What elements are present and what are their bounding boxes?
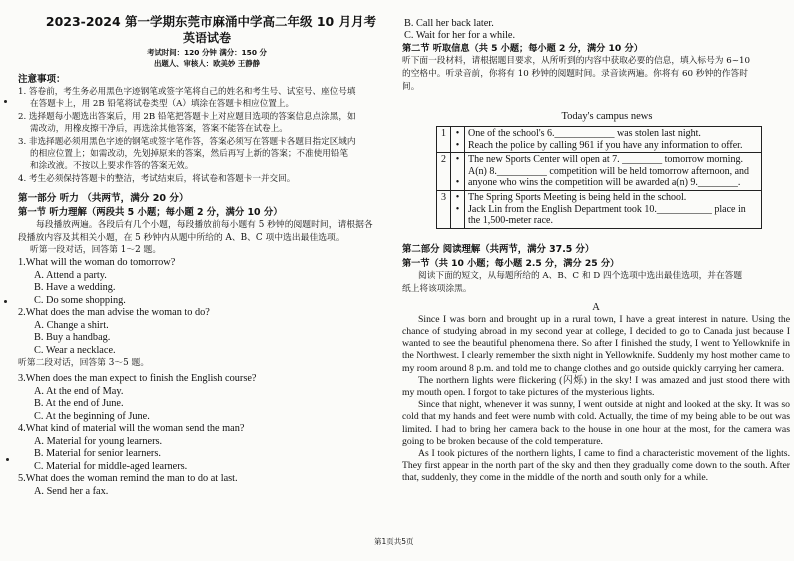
note-item-3: 3. 非选择题必须用黑色字迹的钢笔或签字笔作答，答案必须写在答题卡各题目指定区域内 (18, 136, 356, 147)
question-2-option-b: B. Buy a handbag. (34, 332, 111, 344)
note-item-4: 4. 考生必须保持答题卡的整洁，考试结束后，将试卷和答题卡一并交回。 (18, 173, 296, 184)
news-line: A(n) 8.__________ competition will be held tomorrow afternoon, and anyone who wins the competition will be awarded a(n) 9.________. (468, 165, 750, 189)
listen-prompt-2: 听第二段对话，回答第 3～5 题。 (18, 358, 150, 369)
question-2-option-c: C. Wear a necklace. (34, 344, 116, 356)
passage-paragraph-4: As I took pictures of the northern lights, I came to find a characteristic movement of the lights. They first appear in the north part of the sky and then they gradually come down to the south. After that, suddenly, they come in the middle of the north and south only for a while. (402, 447, 790, 484)
part1-instruction-2: 段播放内容及其相关小题，在 5 秒钟内从题中所给的 A、B、C 项中选出最佳选项。 (18, 232, 345, 243)
news-line: One of the school's 6.____________ was stolen last night. (468, 128, 701, 139)
news-row-content (465, 153, 762, 191)
subject-title: 英语试卷 (182, 31, 231, 45)
part1-section2-title: 第二节 听取信息（共 5 小题；每小题 2 分，满分 10 分） (402, 43, 643, 54)
part2-title: 第二部分 阅读理解（共两节，满分 37.5 分） (402, 243, 595, 255)
news-line: Reach the police by calling 961 if you have any information to offer. (468, 139, 743, 151)
notes-title: 注意事项： (18, 74, 66, 85)
left-column (18, 14, 396, 499)
question-2: 2.What does the man advise the woman to do? (18, 307, 210, 319)
right-column (402, 18, 790, 485)
question-3-option-c: C. At the beginning of June. (34, 410, 150, 422)
news-row-number: 2 (437, 153, 451, 191)
news-row (437, 190, 762, 228)
question-2-option-a: A. Change a shirt. (34, 319, 109, 331)
bullet-icon: • • (451, 190, 465, 228)
section2-instruction-1: 听下面一段材料，请根据题目要求，从所听到的内容中获取必要的信息，填入标号为 6~10 (402, 56, 751, 66)
campus-news-table (436, 126, 762, 229)
question-4-option-a: A. Material for young learners. (34, 435, 163, 447)
question-3: 3.When does the man expect to finish the English course? (18, 373, 257, 385)
news-row (437, 127, 762, 153)
question-1: 1.What will the woman do tomorrow? (18, 257, 176, 269)
bullet-icon: • • (451, 153, 465, 191)
part2-instruction-1: 阅读下面的短文，从每题所给的 A、B、C 和 D 四个选项中选出最佳选项，并在答题 (418, 270, 743, 281)
news-row-number: 1 (437, 127, 451, 153)
section2-instruction-2: 的空格中。听录音前，你将有 10 秒钟的阅题时间。录音读两遍。你将有 60 秒钟的作答时 (402, 69, 748, 79)
news-row-content (465, 127, 762, 153)
scan-mark (6, 458, 9, 461)
scan-mark (4, 100, 7, 103)
news-line: The Spring Sports Meeting is being held in the school. (468, 191, 687, 203)
exam-authors: 出题人、审核人：欧美妙 王静静 (153, 59, 261, 68)
question-5-option-c: C. Wait for her for a while. (404, 30, 516, 41)
news-table-title: Today's campus news (561, 111, 653, 122)
note-item-3-cont2: 和涂改液。不按以上要求作答的答案无效。 (30, 161, 194, 172)
question-1-option-b: B. Have a wedding. (34, 282, 116, 294)
page-number: 第1页共5页 (374, 537, 414, 546)
question-3-option-a: A. At the end of May. (34, 385, 124, 397)
passage-paragraph-1: Since I was born and brought up in a rural town, I have a great interest in nature. Using the chance of studying abroad in my second year at college, I decided to go to Canada just because I wanted to see the beautiful phenomena there. So after I finished the study, I went to Yellowknife in the Northwest. I clearly remember the sixth night in Yellowknife. Suddenly my host mother came to my room around 8 p.m. and told me to change clothes and go outside quickly carrying her camera. (402, 313, 790, 374)
question-1-option-c: C. Do some shopping. (34, 294, 126, 306)
note-item-1: 1. 答卷前，考生务必用黑色字迹钢笔或签字笔将自己的姓名和考生号、试室号、座位号填 (18, 87, 356, 97)
listen-prompt-1: 听第一段对话，回答第 1～2 题。 (30, 245, 162, 256)
part1-instruction-1: 每段播放两遍。各段后有几个小题，每段播放前每小题有 5 秒钟的阅题时间，请根据各 (36, 220, 373, 231)
exam-title: 2023-2024 第一学期东莞市麻涌中学高二年级 10 月月考 (45, 14, 377, 29)
news-line: Jack Lin from the English Department took 10.___________ place in the 1,500-meter race. (468, 203, 746, 227)
question-3-option-b: B. At the end of June. (34, 398, 124, 410)
part1-title: 第一部分 听力 （共两节，满分 20 分） (18, 193, 189, 205)
note-item-2: 2. 选择题每小题选出答案后，用 2B 铅笔把答题卡上对应题目选项的答案信息点涂黑，如 (18, 111, 356, 122)
news-row (437, 153, 762, 191)
passage-letter: A (592, 301, 600, 313)
note-item-3-cont: 的相应位置上；如需改动，先划掉原来的答案，然后再写上新的答案；不准使用铅笔 (30, 149, 348, 160)
question-1-option-a: A. Attend a party. (34, 269, 107, 281)
question-5-option-a: A. Send her a fax. (34, 486, 109, 497)
part1-section1-title: 第一节 听力理解（两段共 5 小题；每小题 2 分，满分 10 分） (18, 207, 283, 219)
part2-instruction-2: 纸上将该项涂黑。 (402, 283, 472, 294)
section2-instruction-3: 间。 (402, 82, 420, 92)
question-4-option-b: B. Material for senior learners. (34, 448, 161, 460)
news-row-number: 3 (437, 190, 451, 228)
passage-paragraph-2: The northern lights were flickering (闪烁) in the sky! I was amazed and just stood there with my mouth open. I forgot to take pictures of the mysterious lights. (402, 374, 790, 398)
note-item-1-cont: 在答题卡上，用 2B 铅笔将试卷类型（A）填涂在答题卡相应位置上。 (30, 99, 295, 110)
exam-time-score: 考试时间：120 分钟 满分：150 分 (147, 48, 267, 57)
part2-section1-title: 第一节（共 10 小题；每小题 2.5 分，满分 25 分） (402, 257, 620, 269)
question-4-option-c: C. Material for middle-aged learners. (34, 460, 188, 472)
news-row-content (465, 190, 762, 228)
question-5-option-b: B. Call her back later. (404, 18, 494, 29)
news-line: The new Sports Center will open at 7. ________ tomorrow morning. (468, 154, 743, 166)
note-item-2-cont: 需改动，用橡皮擦干净后，再选涂其他答案，答案不能答在试卷上。 (30, 124, 288, 135)
question-5: 5.What does the woman remind the man to do at last. (18, 473, 238, 485)
passage-paragraph-3: Since that night, whenever it was sunny, I went outside at night and looked at the sky. It was so cold that my hands and feet were numb with cold. Actually, the time of my being able to be out was limited. I had to bring her camera back to the house in one hour at the most, for the camera was going to be broken because of the cold temperature. (402, 399, 790, 447)
bullet-icon: • • (451, 127, 465, 153)
scan-mark (4, 300, 7, 303)
question-4: 4.What kind of material will the woman send the man? (18, 423, 245, 435)
